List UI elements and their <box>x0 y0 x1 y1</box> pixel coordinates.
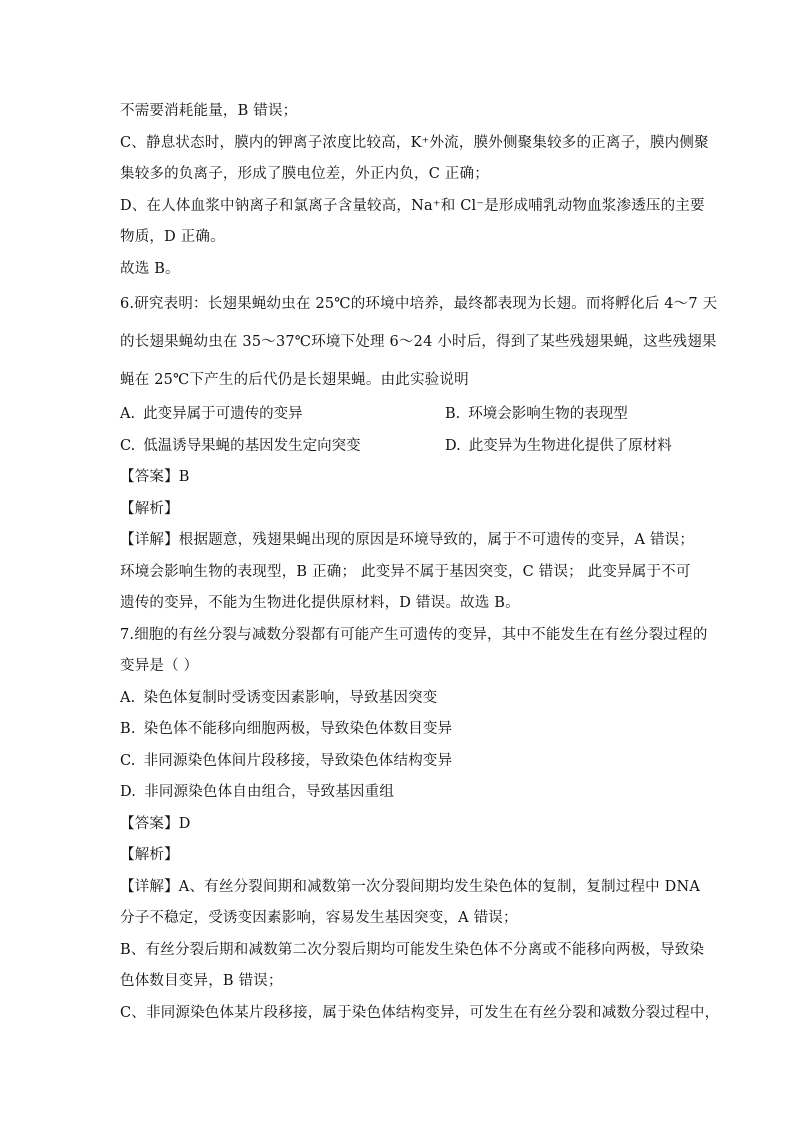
text-line: 物质，D 正确。 <box>120 229 225 245</box>
document-page <box>120 96 720 1029</box>
detail-text: 分子不稳定，受诱变因素影响，容易发生基因突变，A 错误； <box>120 910 518 926</box>
option-d: D. 此变异为生物进化提供了原材料 <box>445 437 672 454</box>
question-7-stem: 变异是（ ） <box>120 658 199 674</box>
option-d: D. 非同源染色体自由组合，导致基因重组 <box>120 784 395 800</box>
detail-text: B、有丝分裂后期和减数第二次分裂后期均可能发生染色体不分离或不能移向两极，导致染 <box>120 941 705 958</box>
question-7-stem: 7.细胞的有丝分裂与减数分裂都有可能产生可遗传的变异，其中不能发生在有丝分裂过程的 <box>120 626 708 643</box>
text-line: 集较多的负离子，形成了膜电位差，外正内负，C 正确； <box>120 166 489 182</box>
option-c: C. 低温诱导果蝇的基因发生定向突变 <box>120 437 361 454</box>
option-b: B. 染色体不能移向细胞两极，导致染色体数目变异 <box>120 721 453 737</box>
detail-text: 色体数目变异，B 错误； <box>120 973 283 989</box>
option-b: B. 环境会影响生物的表现型 <box>445 406 628 422</box>
option-c: C. 非同源染色体间片段移接，导致染色体结构变异 <box>120 752 453 769</box>
answer-label: 【答案】D <box>120 815 191 832</box>
text-line: C、静息状态时，膜内的钾离子浓度比较高，K⁺外流，膜外侧聚集较多的正离子，膜内侧聚 <box>120 134 709 151</box>
question-6-stem: 的长翅果蝇幼虫在 35～37℃环境下处理 6～24 小时后，得到了某些残翅果蝇，这些残翅果 <box>120 334 717 350</box>
question-6-options-row <box>120 399 680 431</box>
detail-text: C、非同源染色体某片段移接，属于染色体结构变异，可发生在有丝分裂和减数分裂过程中， <box>120 1004 720 1021</box>
option-a: A. 此变异属于可遗传的变异 <box>120 406 303 422</box>
text-line: 不需要消耗能量，B 错误； <box>120 103 298 119</box>
question-6-stem: 蝇在 25℃下产生的后代仍是长翅果蝇。由此实验说明 <box>120 372 469 388</box>
option-a: A. 染色体复制时受诱变因素影响，导致基因突变 <box>120 689 438 706</box>
answer-label: 【答案】B <box>120 469 190 485</box>
analysis-label: 【解析】 <box>120 500 179 517</box>
text-line: 故选 B。 <box>120 260 180 277</box>
text-line: D、在人体血浆中钠离子和氯离子含量较高，Na⁺和 Cl⁻是形成哺乳动物血浆渗透压的主要 <box>120 197 705 214</box>
analysis-label: 【解析】 <box>120 847 179 863</box>
question-6-options-row <box>120 431 680 463</box>
detail-text: 【详解】根据题意，残翅果蝇出现的原因是环境导致的，属于不可遗传的变异，A 错误； <box>120 532 695 548</box>
detail-text: 遗传的变异，不能为生物进化提供原材料，D 错误。故选 B。 <box>120 595 520 611</box>
detail-text: 环境会影响生物的表现型，B 正确； 此变异不属于基因突变，C 错误； 此变异属于不可 <box>120 563 691 580</box>
question-6-stem: 6.研究表明：长翅果蝇幼虫在 25℃的环境中培养，最终都表现为长翅。而将孵化后 4～7 天 <box>120 296 718 312</box>
detail-text: 【详解】A、有丝分裂间期和减数第一次分裂间期均发生染色体的复制，复制过程中 DNA <box>120 878 701 895</box>
